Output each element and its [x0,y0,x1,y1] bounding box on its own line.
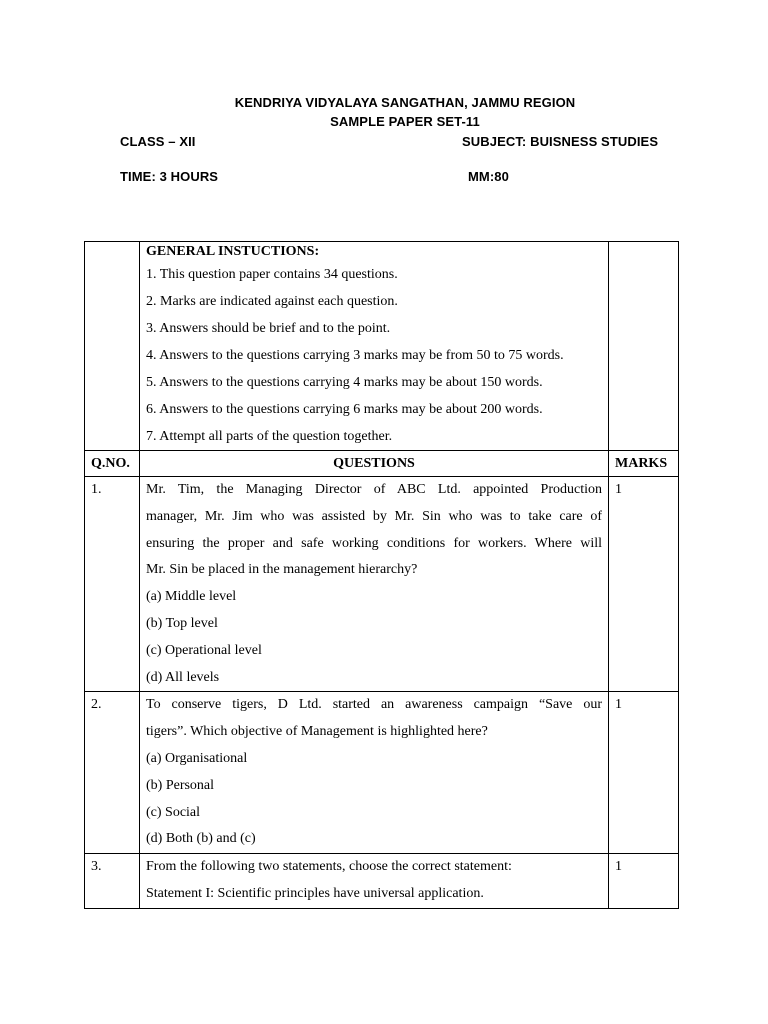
instruction-item: 7. Attempt all parts of the question together. [146,429,393,444]
instructions-title: GENERAL INSTUCTIONS: [146,244,320,259]
question-body [140,692,609,854]
instructions-qno-cell [85,242,140,451]
question-number: 2. [85,692,140,854]
question-paper-table [84,241,679,909]
question-marks: 1 [609,692,679,854]
organization-title: KENDRIYA VIDYALAYA SANGATHAN, JAMMU REGION [234,95,576,110]
question-marks: 1 [609,477,679,692]
question-text-line: Statement I: Scientific principles have universal application. [146,885,484,901]
question-row-3 [85,854,679,909]
question-text-line: Mr. Tim, the Managing Director of ABC Ltd. appointed Production [146,482,602,497]
answer-option: (b) Personal [146,777,215,793]
instruction-item: 4. Answers to the questions carrying 3 marks may be from 50 to 75 words. [146,348,564,363]
question-number: 3. [85,854,140,909]
answer-option: (c) Social [146,804,201,820]
question-text-line: ensuring the proper and safe working conditions for workers. Where will [146,535,602,551]
class-label: CLASS – XII [120,134,196,149]
question-body [140,477,609,692]
instruction-item: 6. Answers to the questions carrying 6 marks may be about 200 words. [146,402,543,417]
answer-option: (a) Middle level [146,589,237,605]
instructions-row [85,242,679,451]
question-row-1 [85,477,679,692]
instruction-item: 1. This question paper contains 34 questions. [146,267,398,282]
paper-set-title: SAMPLE PAPER SET-11 [330,114,480,129]
answer-option: (a) Organisational [146,750,248,766]
instruction-item: 5. Answers to the questions carrying 4 marks may be about 150 words. [146,375,543,390]
question-text-line: manager, Mr. Jim who was assisted by Mr. Sin who was to take care of [146,508,602,524]
question-row-2 [85,692,679,854]
max-marks-label: MM:80 [468,169,509,184]
answer-option: (b) Top level [146,615,218,631]
question-text-line: Mr. Sin be placed in the management hierarchy? [146,562,418,578]
question-text-line: tigers”. Which objective of Management is highlighted here? [146,724,488,740]
instruction-item: 2. Marks are indicated against each question. [146,294,398,309]
instruction-item: 3. Answers should be brief and to the point. [146,321,391,336]
instructions-marks-cell [609,242,679,451]
table-header-row [85,451,679,477]
answer-option: (c) Operational level [146,642,262,658]
instructions-cell [140,242,609,451]
answer-option: (d) Both (b) and (c) [146,831,256,847]
question-marks: 1 [609,854,679,909]
qno-header: Q.NO. [85,451,140,477]
subject-label: SUBJECT: BUISNESS STUDIES [462,134,659,149]
marks-header: MARKS [609,451,679,477]
question-number: 1. [85,477,140,692]
answer-option: (d) All levels [146,669,220,685]
question-text-line: To conserve tigers, D Ltd. started an awareness campaign “Save our [146,697,602,713]
question-body [140,854,609,909]
questions-header: QUESTIONS [140,451,609,477]
time-label: TIME: 3 HOURS [120,169,219,184]
question-text-line: From the following two statements, choose the correct statement: [146,859,512,875]
